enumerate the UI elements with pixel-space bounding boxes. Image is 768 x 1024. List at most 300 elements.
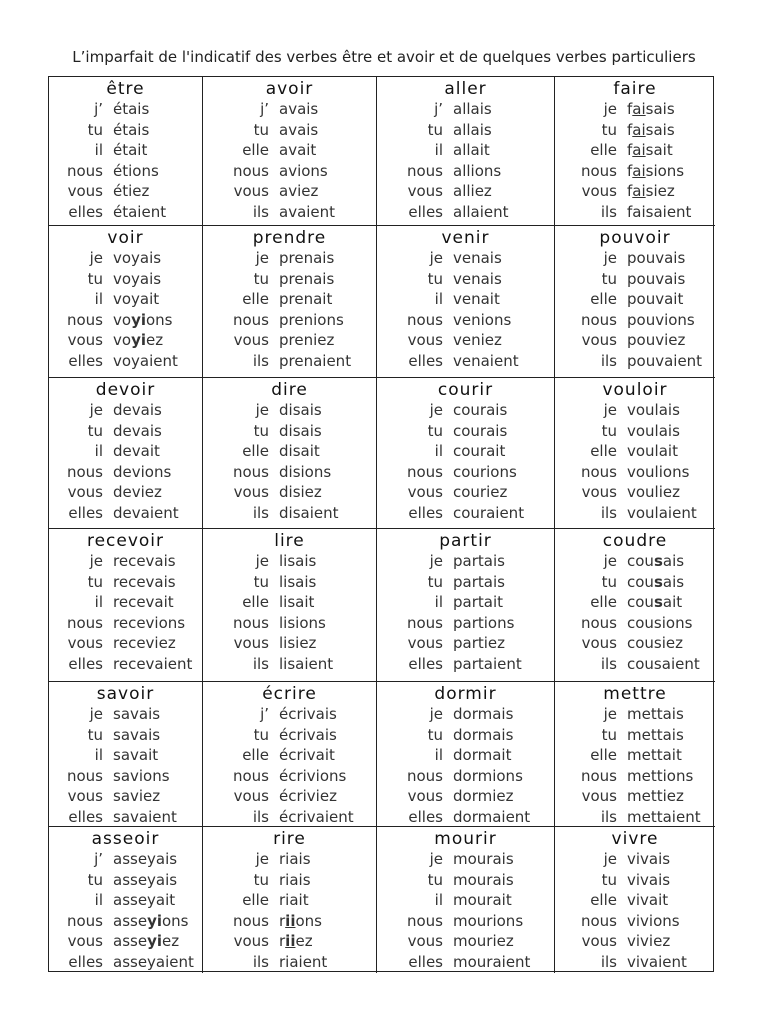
conjugation-row xyxy=(203,870,376,891)
pronoun: je xyxy=(429,401,443,419)
conjugation-row xyxy=(377,248,554,269)
pronoun: tu xyxy=(601,120,617,139)
verb-form: courais xyxy=(453,401,508,419)
verb-form: voulions xyxy=(627,462,690,481)
pronoun: vous xyxy=(581,634,617,652)
verb-cell-être xyxy=(49,77,203,226)
pronoun: nous xyxy=(406,766,443,785)
verb-cell-partir xyxy=(377,529,555,682)
verb-cell-savoir xyxy=(49,682,203,827)
verb-form: faisions xyxy=(627,161,685,180)
pronoun: elles xyxy=(68,952,103,971)
pronoun: vous xyxy=(581,483,617,501)
pronoun: elles xyxy=(68,202,103,221)
conjugation-row xyxy=(203,99,376,120)
pronoun: je xyxy=(255,401,269,419)
pronoun: vous xyxy=(407,787,443,805)
conjugation-row xyxy=(377,421,554,442)
conjugation-row xyxy=(203,202,376,223)
conjugation-row xyxy=(377,482,554,503)
verb-form: riiez xyxy=(279,932,313,950)
verb-form: deviez xyxy=(113,483,162,501)
conjugation-row xyxy=(377,351,554,372)
pronoun: ils xyxy=(600,503,617,522)
conjugation-row xyxy=(555,849,715,870)
pronoun: ils xyxy=(600,952,617,971)
conjugation-row xyxy=(203,269,376,290)
pronoun: je xyxy=(603,100,617,118)
conjugation-row xyxy=(49,592,202,613)
verb-form: mourais xyxy=(453,870,514,889)
verb-form: lisiez xyxy=(279,634,317,652)
conjugation-row xyxy=(555,351,715,372)
conjugation-row xyxy=(49,120,202,141)
conjugation-row xyxy=(49,421,202,442)
verb-infinitive: mettre xyxy=(603,684,667,704)
verb-form: prenais xyxy=(279,249,335,267)
verb-form: étais xyxy=(113,100,150,118)
pronoun: vous xyxy=(67,634,103,652)
verb-form: allais xyxy=(453,120,492,139)
conjugation-row xyxy=(555,551,715,572)
pronoun: nous xyxy=(580,161,617,180)
verb-infinitive: lire xyxy=(274,531,305,551)
conjugation-row xyxy=(49,952,202,973)
pronoun: vous xyxy=(233,331,269,349)
verb-cell-dormir xyxy=(377,682,555,827)
pronoun: je xyxy=(603,850,617,868)
pronoun: elle xyxy=(242,141,269,159)
conjugation-row xyxy=(203,592,376,613)
conjugation-row xyxy=(555,704,715,725)
conjugation-row xyxy=(49,807,202,828)
verb-form: allait xyxy=(453,141,490,159)
verb-form: mettais xyxy=(627,705,684,723)
verb-form: lisaient xyxy=(279,654,334,673)
conjugation-row xyxy=(203,248,376,269)
verb-infinitive: coudre xyxy=(602,531,668,551)
conjugation-row xyxy=(203,310,376,331)
conjugation-row xyxy=(49,890,202,911)
verb-form: lisais xyxy=(279,552,317,570)
pronoun: nous xyxy=(66,161,103,180)
verb-form: saviez xyxy=(113,787,161,805)
conjugation-row xyxy=(377,613,554,634)
conjugation-row xyxy=(377,330,554,351)
pronoun: il xyxy=(434,746,443,764)
verb-form: devais xyxy=(113,421,162,440)
conjugation-row xyxy=(49,289,202,310)
conjugation-row xyxy=(49,161,202,182)
verb-infinitive: être xyxy=(106,79,145,99)
pronoun: vous xyxy=(233,932,269,950)
conjugation-row xyxy=(49,99,202,120)
verb-form: venait xyxy=(453,290,500,308)
verb-form: cousais xyxy=(627,552,685,570)
pronoun: ils xyxy=(252,654,269,673)
pronoun: tu xyxy=(253,421,269,440)
conjugation-row xyxy=(49,613,202,634)
verb-form: prenaient xyxy=(279,351,352,370)
verb-form: allaient xyxy=(453,202,509,221)
pronoun: nous xyxy=(406,161,443,180)
verb-form: cousais xyxy=(627,572,685,591)
conjugation-row xyxy=(203,181,376,202)
conjugation-row xyxy=(377,786,554,807)
conjugation-row xyxy=(203,654,376,675)
pronoun: je xyxy=(603,401,617,419)
verb-form: écrivaient xyxy=(279,807,354,826)
pronoun: elle xyxy=(590,141,617,159)
conjugation-row xyxy=(49,551,202,572)
verb-form: avaient xyxy=(279,202,336,221)
conjugation-row xyxy=(203,441,376,462)
pronoun: nous xyxy=(66,310,103,329)
conjugation-row xyxy=(555,202,715,223)
pronoun: tu xyxy=(427,870,443,889)
conjugation-row xyxy=(377,202,554,223)
verb-form: voyait xyxy=(113,290,160,308)
conjugation-row xyxy=(377,807,554,828)
verb-form: cousait xyxy=(627,593,683,611)
pronoun: elles xyxy=(68,807,103,826)
conjugation-row xyxy=(555,248,715,269)
pronoun: tu xyxy=(601,421,617,440)
verb-form: voyais xyxy=(113,269,162,288)
verb-form: vivait xyxy=(627,891,669,909)
verb-cell-dire xyxy=(203,378,377,529)
conjugation-row xyxy=(49,911,202,932)
conjugation-row xyxy=(377,400,554,421)
conjugation-row xyxy=(555,289,715,310)
conjugation-row xyxy=(555,140,715,161)
verb-form: écrivait xyxy=(279,746,335,764)
conjugation-row xyxy=(203,807,376,828)
verb-cell-mourir xyxy=(377,827,555,973)
pronoun: nous xyxy=(66,613,103,632)
conjugation-row xyxy=(203,613,376,634)
pronoun: tu xyxy=(601,572,617,591)
verb-form: mourait xyxy=(453,891,512,909)
verb-form: partais xyxy=(453,572,505,591)
conjugation-row xyxy=(203,462,376,483)
conjugation-row xyxy=(555,725,715,746)
verb-form: étions xyxy=(113,161,159,180)
verb-form: disions xyxy=(279,462,332,481)
verb-form: voyiez xyxy=(113,331,164,349)
verb-form: riait xyxy=(279,891,309,909)
verb-form: riais xyxy=(279,870,311,889)
verb-form: couriez xyxy=(453,483,508,501)
verb-infinitive: courir xyxy=(437,380,494,400)
verb-cell-mettre xyxy=(555,682,715,827)
verb-form: dormais xyxy=(453,725,514,744)
verb-form: avions xyxy=(279,161,328,180)
conjugation-row xyxy=(555,482,715,503)
pronoun: ils xyxy=(252,503,269,522)
verb-cell-coudre xyxy=(555,529,715,682)
conjugation-row xyxy=(555,786,715,807)
verb-infinitive: avoir xyxy=(265,79,314,99)
verb-form: pouvaient xyxy=(627,351,703,370)
pronoun: nous xyxy=(66,766,103,785)
verb-form: pouvions xyxy=(627,310,695,329)
verb-form: partiez xyxy=(453,634,506,652)
pronoun: vous xyxy=(407,182,443,200)
conjugation-row xyxy=(377,181,554,202)
verb-form: faisais xyxy=(627,100,675,118)
verb-form: pouvais xyxy=(627,249,686,267)
verb-form: vivais xyxy=(627,850,671,868)
conjugation-row xyxy=(555,462,715,483)
conjugation-row xyxy=(49,654,202,675)
conjugation-row xyxy=(377,931,554,952)
pronoun: elle xyxy=(590,891,617,909)
verb-infinitive: savoir xyxy=(96,684,155,704)
pronoun: vous xyxy=(407,331,443,349)
verb-infinitive: vouloir xyxy=(602,380,668,400)
conjugation-row xyxy=(49,786,202,807)
conjugation-row xyxy=(203,786,376,807)
verb-form: dormaient xyxy=(453,807,531,826)
conjugation-row xyxy=(203,704,376,725)
verb-infinitive: asseoir xyxy=(91,829,160,849)
conjugation-row xyxy=(49,482,202,503)
conjugation-row xyxy=(49,181,202,202)
verb-form: voulait xyxy=(627,442,678,460)
verb-form: courait xyxy=(453,442,506,460)
verb-form: lisions xyxy=(279,613,326,632)
pronoun: tu xyxy=(87,120,103,139)
verb-form: asseyions xyxy=(113,911,189,930)
verb-infinitive: voir xyxy=(107,228,144,248)
conjugation-row xyxy=(555,745,715,766)
verb-form: faisiez xyxy=(627,182,675,200)
pronoun: tu xyxy=(253,120,269,139)
verb-form: partais xyxy=(453,552,505,570)
conjugation-row xyxy=(203,482,376,503)
conjugation-row xyxy=(49,704,202,725)
verb-cell-recevoir xyxy=(49,529,203,682)
pronoun: elle xyxy=(590,290,617,308)
pronoun: nous xyxy=(232,911,269,930)
verb-form: voyions xyxy=(113,310,173,329)
conjugation-row xyxy=(377,592,554,613)
verb-form: disiez xyxy=(279,483,322,501)
verb-form: riais xyxy=(279,850,311,868)
pronoun: je xyxy=(603,249,617,267)
verb-infinitive: aller xyxy=(444,79,487,99)
conjugation-row xyxy=(49,202,202,223)
verb-form: recevions xyxy=(113,613,186,632)
verb-infinitive: vivre xyxy=(611,829,659,849)
pronoun: j’ xyxy=(434,100,443,118)
conjugation-row xyxy=(555,310,715,331)
verb-form: cousiez xyxy=(627,634,684,652)
verb-form: dormiez xyxy=(453,787,514,805)
pronoun: je xyxy=(89,552,103,570)
pronoun: je xyxy=(603,552,617,570)
verb-form: allions xyxy=(453,161,502,180)
conjugation-row xyxy=(49,849,202,870)
verb-form: mettions xyxy=(627,766,694,785)
verb-form: voulais xyxy=(627,421,680,440)
pronoun: vous xyxy=(407,932,443,950)
conjugation-row xyxy=(377,849,554,870)
pronoun: elles xyxy=(408,807,443,826)
pronoun: elles xyxy=(68,503,103,522)
pronoun: je xyxy=(603,705,617,723)
pronoun: ils xyxy=(600,654,617,673)
pronoun: tu xyxy=(427,120,443,139)
pronoun: il xyxy=(94,891,103,909)
conjugation-row xyxy=(555,269,715,290)
conjugation-row xyxy=(203,745,376,766)
verb-form: savions xyxy=(113,766,170,785)
verb-infinitive: recevoir xyxy=(86,531,165,551)
pronoun: ils xyxy=(600,807,617,826)
verb-form: venais xyxy=(453,269,502,288)
conjugation-row xyxy=(377,911,554,932)
verb-infinitive: devoir xyxy=(95,380,156,400)
verb-infinitive: prendre xyxy=(252,228,327,248)
pronoun: nous xyxy=(232,462,269,481)
pronoun: ils xyxy=(252,351,269,370)
verb-cell-aller xyxy=(377,77,555,226)
verb-form: devais xyxy=(113,401,162,419)
page-title: L’imparfait de l'indicatif des verbes être et avoir et de quelques verbes particuliers xyxy=(72,48,696,66)
pronoun: vous xyxy=(581,331,617,349)
conjugation-row xyxy=(377,161,554,182)
verb-cell-pouvoir xyxy=(555,226,715,378)
pronoun: je xyxy=(429,552,443,570)
pronoun: nous xyxy=(580,310,617,329)
pronoun: elles xyxy=(408,202,443,221)
conjugation-row xyxy=(49,400,202,421)
verb-form: disaient xyxy=(279,503,339,522)
verb-form: asseyaient xyxy=(113,952,194,971)
pronoun: nous xyxy=(406,613,443,632)
conjugation-row xyxy=(377,572,554,593)
conjugation-row xyxy=(555,807,715,828)
pronoun: je xyxy=(89,249,103,267)
conjugation-row xyxy=(555,330,715,351)
pronoun: vous xyxy=(67,483,103,501)
pronoun: je xyxy=(429,850,443,868)
pronoun: il xyxy=(94,290,103,308)
conjugation-row xyxy=(377,503,554,524)
conjugation-row xyxy=(377,269,554,290)
verb-form: partions xyxy=(453,613,515,632)
verb-cell-voir xyxy=(49,226,203,378)
pronoun: vous xyxy=(581,787,617,805)
verb-infinitive: venir xyxy=(441,228,490,248)
verb-form: prenions xyxy=(279,310,344,329)
conjugation-row xyxy=(203,330,376,351)
verb-form: écrivions xyxy=(279,766,347,785)
conjugation-row xyxy=(49,248,202,269)
verb-infinitive: partir xyxy=(439,531,492,551)
pronoun: elles xyxy=(408,654,443,673)
pronoun: vous xyxy=(581,182,617,200)
conjugation-row xyxy=(377,441,554,462)
verb-form: venions xyxy=(453,310,512,329)
conjugation-row xyxy=(555,890,715,911)
pronoun: ils xyxy=(600,351,617,370)
pronoun: je xyxy=(429,705,443,723)
conjugation-row xyxy=(555,181,715,202)
verb-form: mouriez xyxy=(453,932,514,950)
conjugation-row xyxy=(203,890,376,911)
verb-form: disais xyxy=(279,401,322,419)
conjugation-row xyxy=(377,289,554,310)
pronoun: vous xyxy=(233,634,269,652)
conjugation-row xyxy=(203,421,376,442)
conjugation-row xyxy=(203,140,376,161)
verb-form: devaient xyxy=(113,503,179,522)
verb-form: preniez xyxy=(279,331,335,349)
verb-form: vouliez xyxy=(627,483,680,501)
pronoun: je xyxy=(89,705,103,723)
verb-form: courais xyxy=(453,421,508,440)
pronoun: elle xyxy=(242,746,269,764)
verb-form: devions xyxy=(113,462,172,481)
pronoun: vous xyxy=(67,787,103,805)
pronoun: ils xyxy=(252,952,269,971)
verb-form: étais xyxy=(113,120,150,139)
verb-form: pouviez xyxy=(627,331,686,349)
verb-form: recevais xyxy=(113,552,176,570)
pronoun: j’ xyxy=(260,100,269,118)
verb-form: mettait xyxy=(627,746,682,764)
verb-form: étaient xyxy=(113,202,167,221)
conjugation-row xyxy=(49,572,202,593)
conjugation-row xyxy=(555,441,715,462)
conjugation-row xyxy=(555,870,715,891)
pronoun: vous xyxy=(407,634,443,652)
conjugation-row xyxy=(555,911,715,932)
conjugation-row xyxy=(555,592,715,613)
pronoun: tu xyxy=(253,725,269,744)
conjugation-row xyxy=(377,462,554,483)
pronoun: il xyxy=(94,442,103,460)
conjugation-row xyxy=(555,99,715,120)
verb-form: mettais xyxy=(627,725,684,744)
conjugation-row xyxy=(555,161,715,182)
pronoun: elles xyxy=(68,351,103,370)
pronoun: tu xyxy=(253,870,269,889)
pronoun: je xyxy=(255,850,269,868)
pronoun: nous xyxy=(232,310,269,329)
pronoun: je xyxy=(255,552,269,570)
pronoun: tu xyxy=(87,421,103,440)
verb-form: mouraient xyxy=(453,952,531,971)
conjugation-row xyxy=(555,421,715,442)
pronoun: nous xyxy=(580,766,617,785)
verb-infinitive: rire xyxy=(273,829,306,849)
pronoun: elles xyxy=(408,952,443,971)
pronoun: elle xyxy=(590,746,617,764)
conjugation-row xyxy=(49,351,202,372)
verb-form: savaient xyxy=(113,807,177,826)
conjugation-row xyxy=(555,633,715,654)
verb-cell-vouloir xyxy=(555,378,715,529)
conjugation-row xyxy=(203,952,376,973)
verb-infinitive: mourir xyxy=(434,829,497,849)
pronoun: elles xyxy=(408,351,443,370)
verb-form: mourais xyxy=(453,850,514,868)
verb-form: asseyais xyxy=(113,850,178,868)
